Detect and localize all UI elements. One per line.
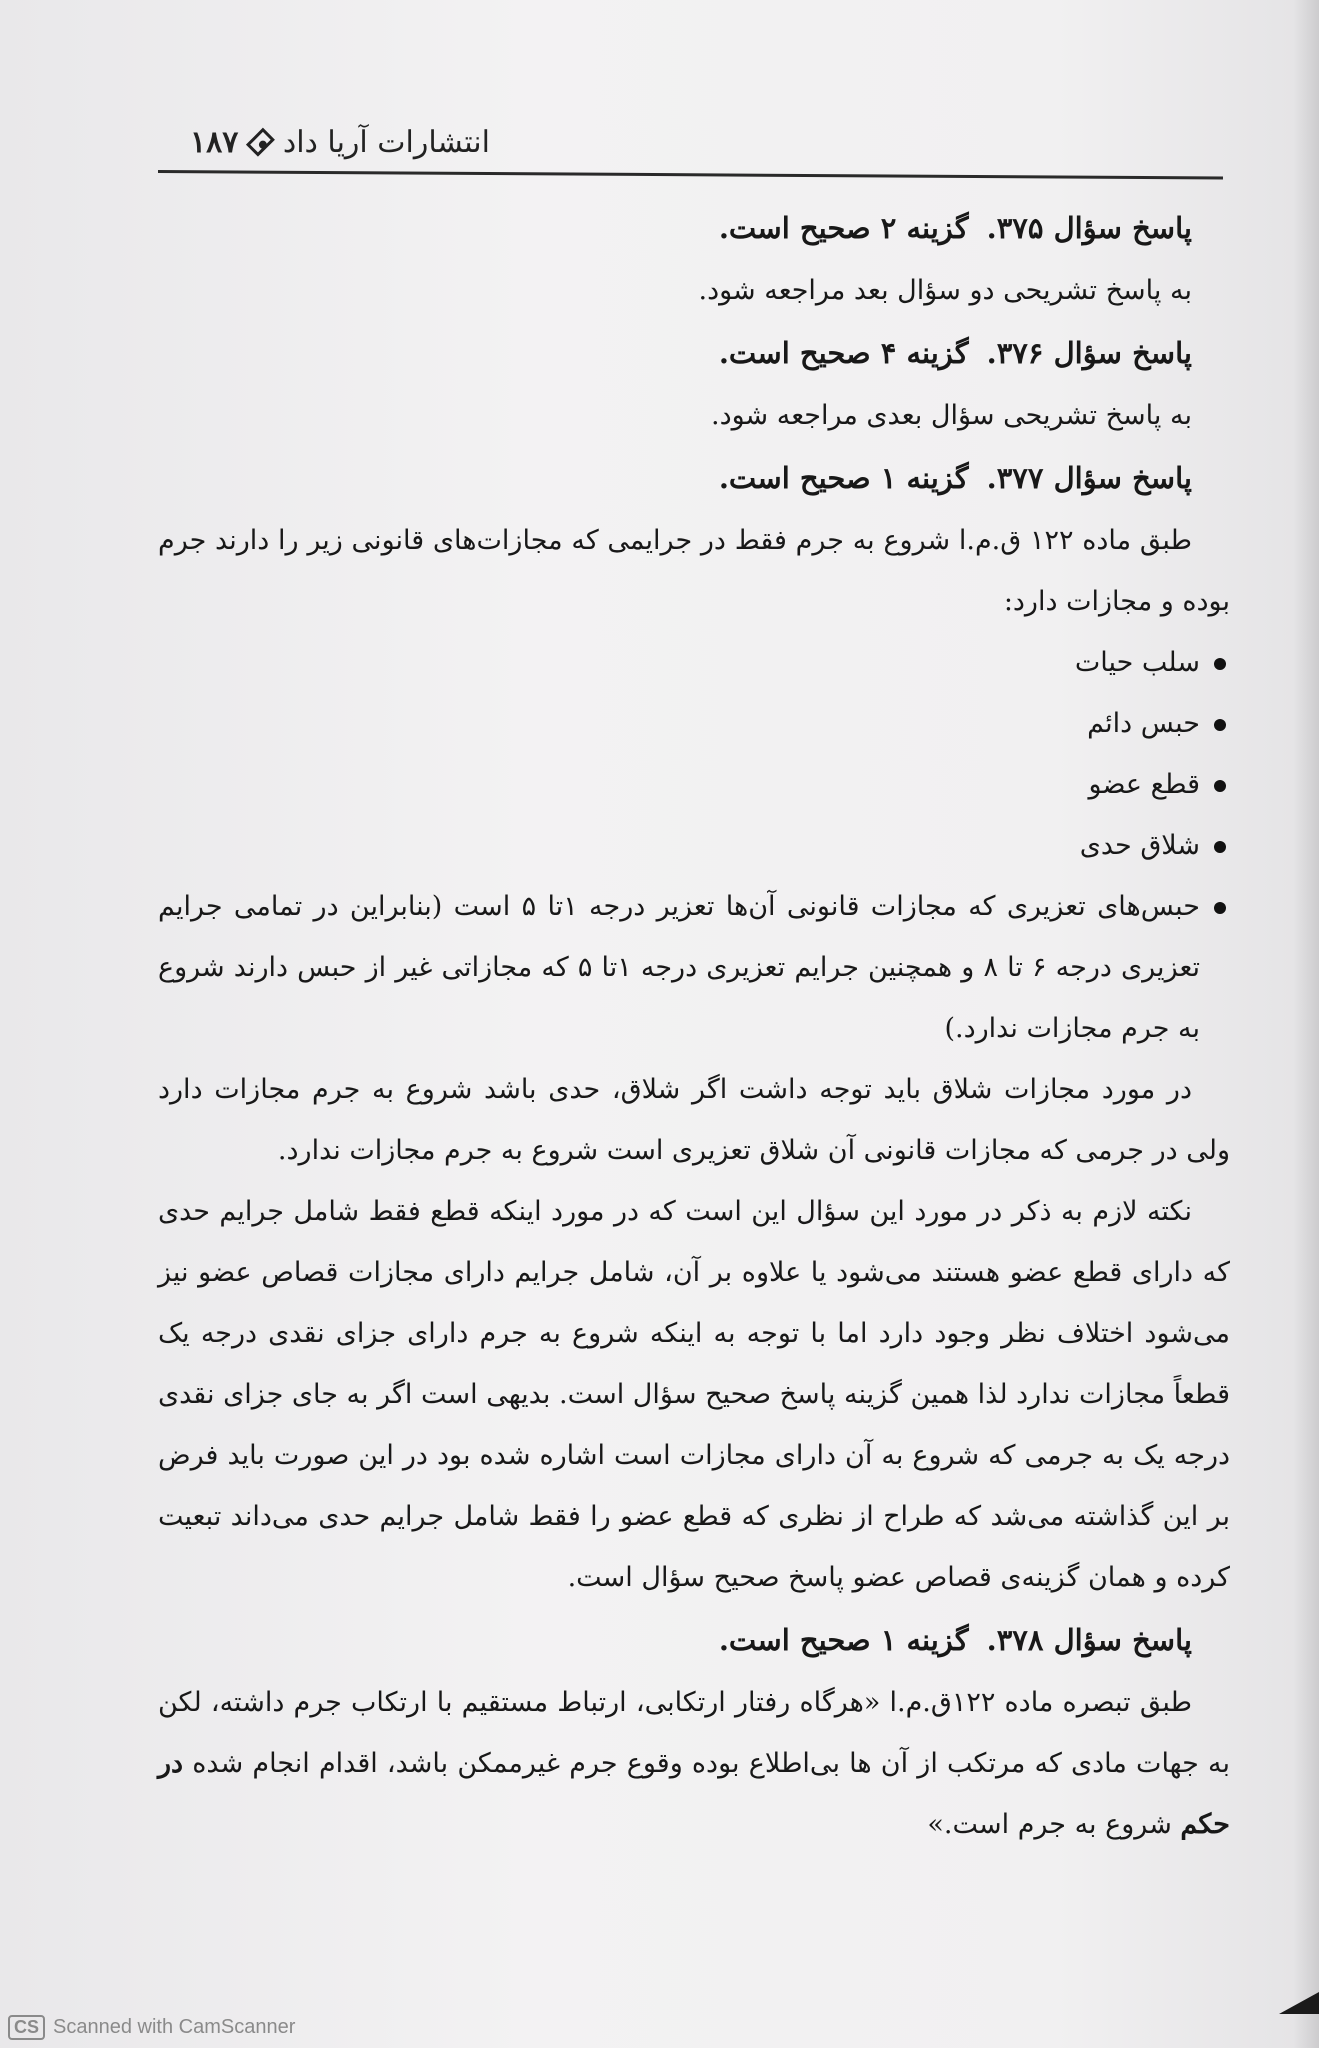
- answer-378-highlight: در حکم: [158, 1748, 1230, 1840]
- answer-377-heading: [158, 446, 1230, 510]
- answer-377-choice: گزینه ۱ صحیح است.: [718, 461, 969, 495]
- bullet-item: حبس‌های تعزیری که مجازات قانونی آن‌ها تعزیر درجه ۱تا ۵ است (بنابراین در تمامی جرایم تعزیری درجه ۶ تا ۸ و همچنین جرایم تعزیری درجه ۱تا ۵ که مجازاتی غیر از حبس دارند شروع به جرم مجازات ندارد.): [158, 876, 1230, 1059]
- answer-375-choice: گزینه ۲ صحیح است.: [718, 211, 969, 245]
- answer-378-heading: [158, 1608, 1230, 1672]
- answer-377-intro: طبق ماده ۱۲۲ ق.م.ا شروع به جرم فقط در جرایمی که مجازات‌های قانونی زیر را دارند جرم بوده و مجازات دارد:: [158, 525, 1230, 617]
- answer-378-choice: گزینه ۱ صحیح است.: [718, 1623, 969, 1657]
- answer-377-paragraph-3: نکته لازم به ذکر در مورد این سؤال این است که در مورد اینکه قطع فقط شامل جرایم حدی که دارای قطع عضو هستند می‌شود یا علاوه بر آن، شامل جرایم دارای مجازات قصاص عضو نیز می‌شود اختلاف نظر وجود دارد اما با توجه به اینکه شروع به جرم دارای جزای نقدی درجه یک قطعاً مجازات ندارد لذا همین گزینه پاسخ صحیح سؤال است. بدیهی است اگر به جای جزای نقدی درجه یک به جرمی که شروع به آن دارای مجازات است اشاره شده بود در این صورت باید فرض بر این گذاشته می‌شد که طراح از نظری که قطع عضو را فقط شامل جرایم حدی می‌داند تبعیت کرده و همان گزینه‌ی قصاص عضو پاسخ صحیح سؤال است.: [158, 1196, 1230, 1593]
- page-corner-mark: [1279, 1992, 1319, 2014]
- answer-375-title: پاسخ سؤال ۳۷۵.: [986, 211, 1192, 245]
- answer-376-note: به پاسخ تشریحی سؤال بعدی مراجعه شود.: [711, 400, 1192, 431]
- answer-376-choice: گزینه ۴ صحیح است.: [718, 336, 969, 370]
- answer-378-paragraph: [158, 1672, 1230, 1855]
- bullet-item: سلب حیات: [158, 632, 1230, 693]
- answer-378-title: پاسخ سؤال ۳۷۸.: [986, 1623, 1192, 1657]
- page-edge-shadow: [1293, 0, 1319, 2048]
- answer-375-note: به پاسخ تشریحی دو سؤال بعد مراجعه شود.: [698, 275, 1192, 306]
- answer-377-title: پاسخ سؤال ۳۷۷.: [986, 461, 1192, 495]
- running-header: [190, 118, 490, 166]
- bullet-item: شلاق حدی: [158, 815, 1230, 876]
- scanner-watermark: [8, 2015, 295, 2040]
- answer-376-heading: [158, 321, 1230, 385]
- answer-378-text-end: شروع به جرم است.»: [927, 1809, 1172, 1840]
- publisher-name: انتشارات آریا داد: [282, 124, 490, 160]
- header-rule: [158, 170, 1223, 180]
- diamond-ornament-icon: [246, 128, 275, 157]
- scanner-text: Scanned with CamScanner: [53, 2016, 296, 2038]
- answer-378-text-start: طبق تبصره ماده ۱۲۲ق.م.ا «هرگاه رفتار ارتکابی، ارتباط مستقیم با ارتکاب جرم داشته، لکن به جهات مادی که مرتکب از آن ها بی‌اطلاع بوده وقوع جرم غیرممکن باشد، اقدام انجام شده: [158, 1687, 1230, 1779]
- page-body: [158, 196, 1230, 1855]
- page-number: ۱۸۷: [190, 124, 239, 160]
- answer-377-paragraph-2: در مورد مجازات شلاق باید توجه داشت اگر شلاق، حدی باشد شروع به جرم مجازات دارد ولی در جرمی که مجازات قانونی آن شلاق تعزیری است شروع به جرم مجازات ندارد.: [158, 1074, 1230, 1166]
- bullet-item: قطع عضو: [158, 754, 1230, 815]
- answer-376-title: پاسخ سؤال ۳۷۶.: [986, 336, 1192, 370]
- answer-375-heading: [158, 196, 1230, 260]
- camscanner-logo: CS: [8, 2015, 45, 2040]
- bullet-item: حبس دائم: [158, 693, 1230, 754]
